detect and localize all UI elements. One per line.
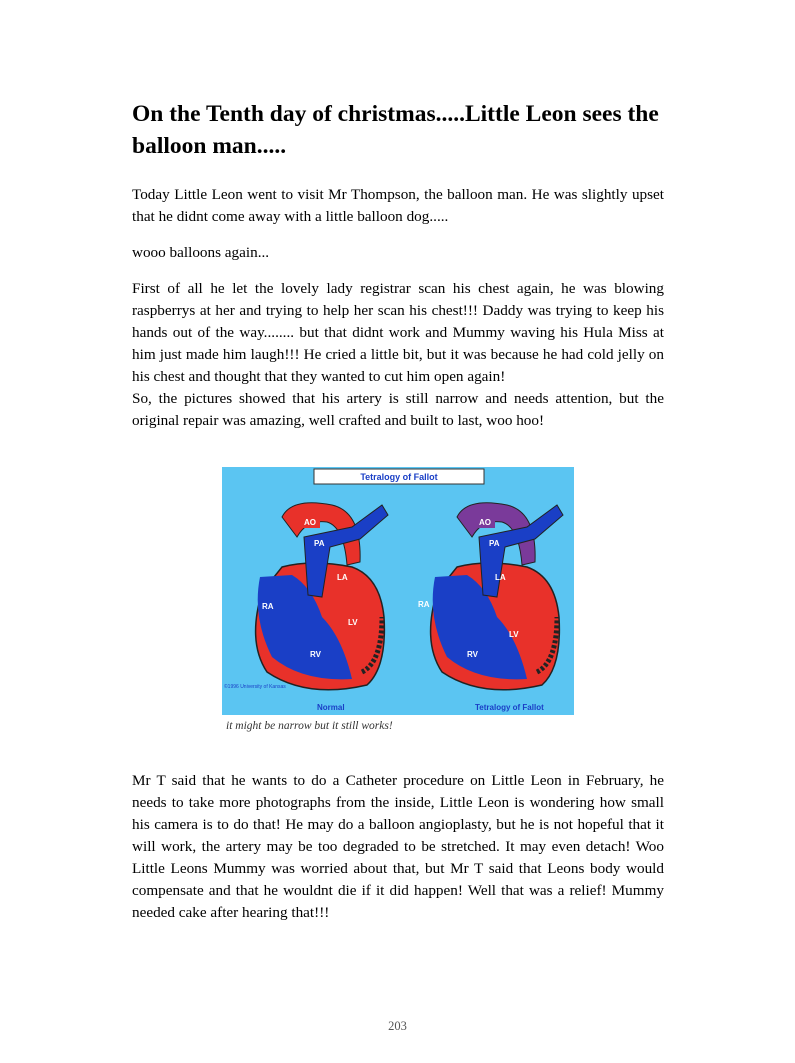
label-la-left: LA <box>337 573 348 582</box>
label-pa-left: PA <box>314 539 325 548</box>
label-ao-left: AO <box>304 518 316 527</box>
catheter-section <box>132 770 664 924</box>
label-ra-right: RA <box>418 600 430 609</box>
label-la-right: LA <box>495 573 506 582</box>
label-lv-left: LV <box>348 618 358 627</box>
label-normal: Normal <box>317 703 345 712</box>
diagram-title: Tetralogy of Fallot <box>360 472 438 482</box>
label-ao-right: AO <box>479 518 491 527</box>
page-title: On the Tenth day of christmas.....Little Leon sees the balloon man..... <box>132 101 659 159</box>
heart-diagram <box>222 467 574 715</box>
page-content <box>132 98 664 432</box>
label-rv-left: RV <box>310 650 321 659</box>
label-tof: Tetralogy of Fallot <box>475 703 544 712</box>
paragraph-intro: Today Little Leon went to visit Mr Thompson, the balloon man. He was slightly upset that he didnt come away with a little balloon dog..... <box>132 186 664 225</box>
paragraph-balloons: wooo balloons again... <box>132 244 270 261</box>
label-ra-left: RA <box>262 602 274 611</box>
page-number: 203 <box>388 1019 407 1033</box>
label-lv-right: LV <box>509 630 519 639</box>
copyright-text: ©1996 University of Kansas <box>224 684 286 690</box>
paragraph-pictures: So, the pictures showed that his artery is still narrow and needs attention, but the original repair was amazing, well crafted and built to last, woo hoo! <box>132 390 664 429</box>
paragraph-catheter: Mr T said that he wants to do a Catheter procedure on Little Leon in February, he needs to take more photographs from the inside, Little Leon is wondering how small his camera is to do that! He may do a balloon angioplasty, but he is not hopeful that it will work, the artery may be too degraded to be stretched. It may even detach! Woo Little Leons Mummy was worried about that, but Mr T said that Leons body would compensate and that he wouldnt die if it did happen! Well that was a relief! Mummy needed cake after hearing that!!! <box>132 772 664 921</box>
label-rv-right: RV <box>467 650 478 659</box>
paragraph-scan: First of all he let the lovely lady registrar scan his chest again, he was blowing raspberrys at her and trying to help her scan his chest!!! Daddy was trying to keep his hands out of the way........ but that didnt work and Mummy waving his Hula Miss at him just made him laugh!!! He cried a little bit, but it was because he had cold jelly on his chest and thought that they wanted to cut him open again! <box>132 280 664 385</box>
label-pa-right: PA <box>489 539 500 548</box>
figure-caption: it might be narrow but it still works! <box>226 720 393 732</box>
heart-diagram-figure <box>222 467 574 715</box>
